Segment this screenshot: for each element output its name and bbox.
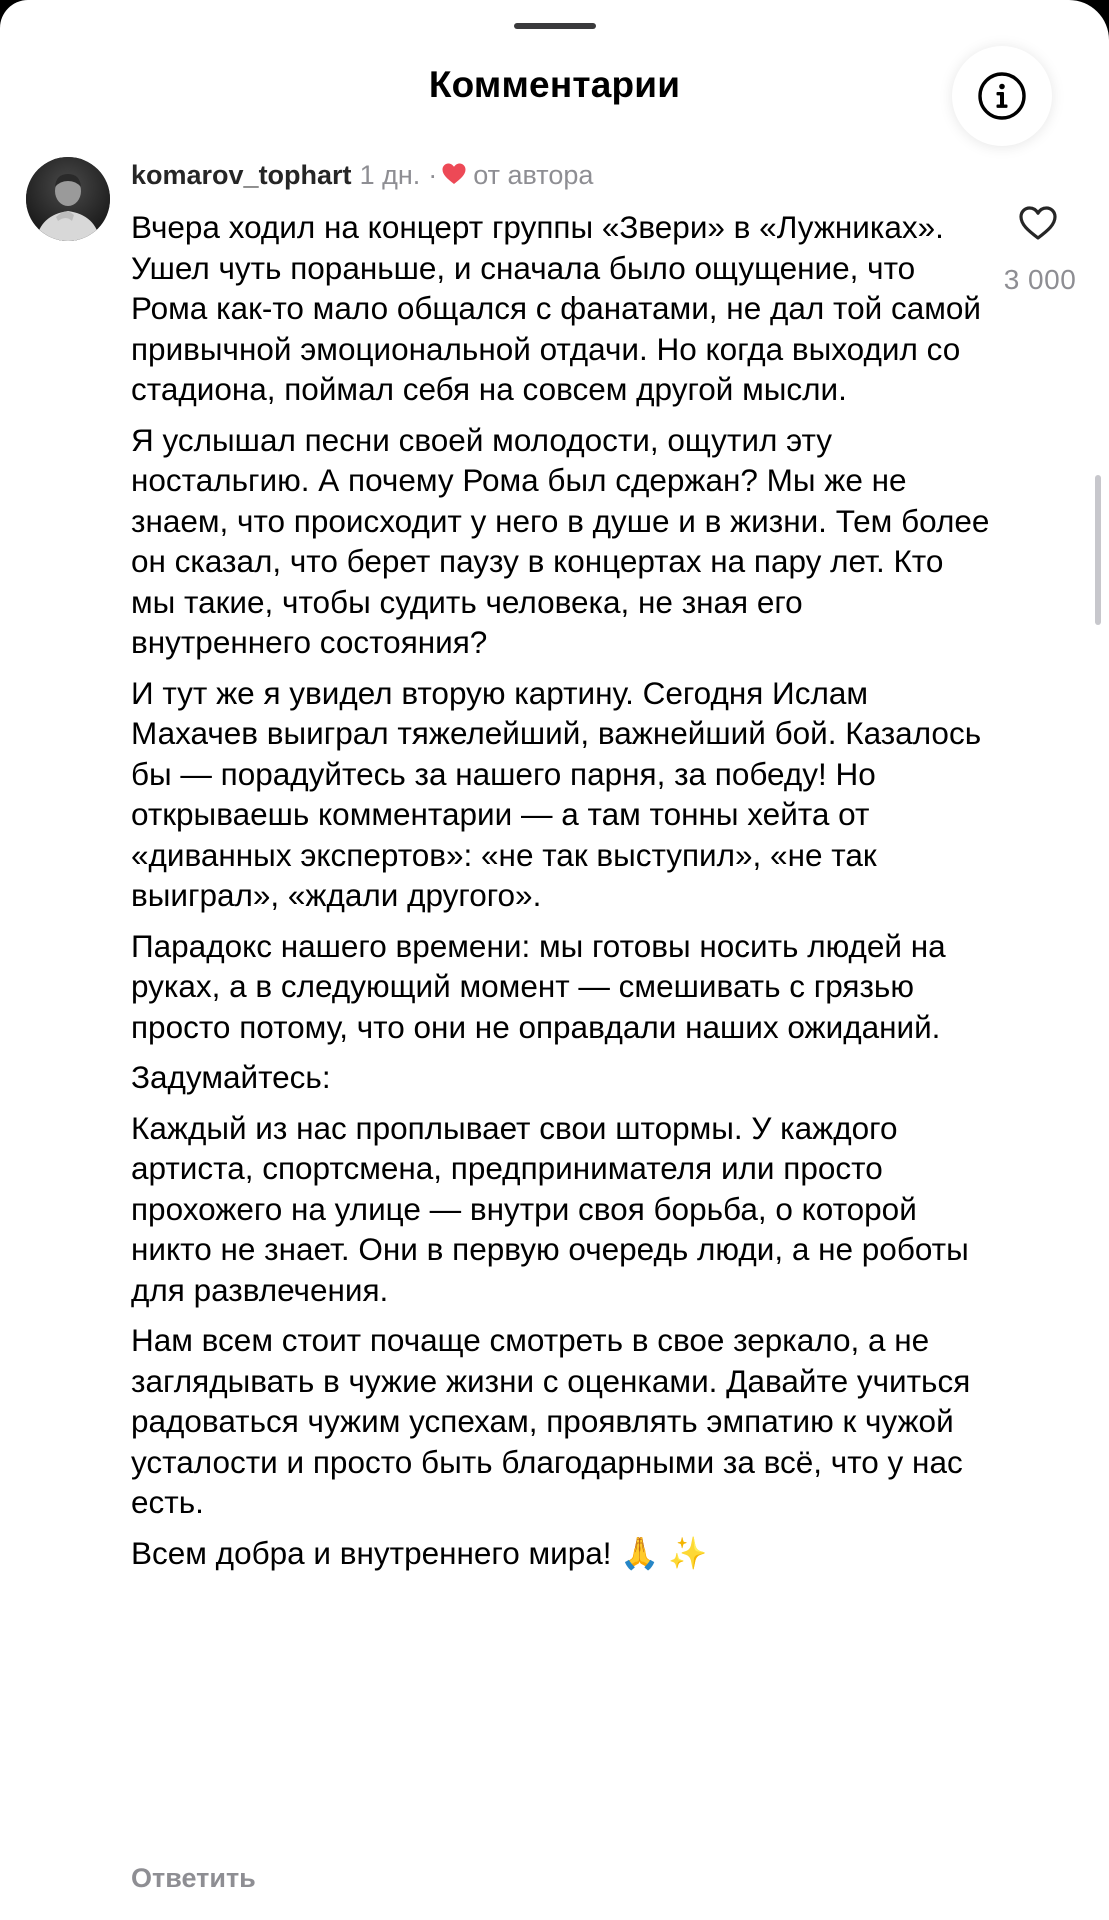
comment-username[interactable]: komarov_tophart xyxy=(131,160,352,190)
comment-time: 1 дн. xyxy=(359,160,421,190)
like-count: 3 000 xyxy=(1003,264,1077,295)
info-icon xyxy=(976,70,1028,122)
avatar-photo xyxy=(26,157,110,241)
sheet-grabber[interactable] xyxy=(514,23,596,29)
like-button[interactable] xyxy=(1018,205,1058,246)
comment-paragraph: И тут же я увидел вторую картину. Сегодня Ислам Махачев выиграл тяжелейший, важнейший бой. Казалось бы — порадуйтесь за нашего парня, за победу! Но открываешь комментарии — а там тонны хейта от «диванных экспертов»: «не так выступил», «не так выиграл», «ждали другого». xyxy=(131,674,982,913)
heart-filled-icon xyxy=(441,162,467,193)
comment-text xyxy=(131,207,991,1583)
heart-outline-icon xyxy=(1018,205,1058,241)
sheet-title: Комментарии xyxy=(428,64,681,105)
avatar[interactable] xyxy=(26,157,110,241)
comment-paragraph: Парадокс нашего времени: мы готовы носить людей на руках, а в следующий момент — смешивать с грязью просто потому, что они не оправдали наших ожиданий. xyxy=(131,927,946,1045)
reply-button[interactable]: Ответить xyxy=(131,1863,256,1893)
liked-by-author-label: от автора xyxy=(473,160,594,190)
comment-meta xyxy=(131,160,593,191)
meta-separator: · xyxy=(428,160,438,190)
comment-paragraph: Я услышал песни своей молодости, ощутил эту ностальгию. А почему Рома был сдержан? Мы же не знаем, что происходит у него в душе и в жизни. Тем более он сказал, что берет паузу в концертах на пару лет. Кто мы такие, чтобы судить человека, не зная его внутреннего состояния? xyxy=(131,421,990,660)
scrollbar[interactable] xyxy=(1095,475,1101,625)
comment-paragraph: Всем добра и внутреннего мира! 🙏 ✨ xyxy=(131,1534,708,1571)
comment-paragraph: Вчера ходил на концерт группы «Звери» в «Лужниках». Ушел чуть пораньше, и сначала было ощущение, что Рома как-то мало общался с фанатами, не дал той самой привычной эмоциональной отдачи. Но когда выходил со стадиона, поймал себя на совсем другой мысли. xyxy=(131,209,981,407)
comment-paragraph: Нам всем стоит почаще смотреть в свое зеркало, а не заглядывать в чужие жизни с оценками. Давайте учиться радоваться чужим успехам, проявлять эмпатию к чужой усталости и просто быть благодарными за всё, что у нас есть. xyxy=(131,1322,971,1520)
info-button[interactable] xyxy=(952,46,1052,146)
comment-paragraph: Задумайтесь: xyxy=(131,1059,331,1095)
comment-paragraph: Каждый из нас проплывает свои штормы. У каждого артиста, спортсмена, предпринимателя или просто прохожего на улице — внутри своя борьба, о которой никто не знает. Они в первую очередь люди, а не роботы для развлечения. xyxy=(131,1109,969,1308)
